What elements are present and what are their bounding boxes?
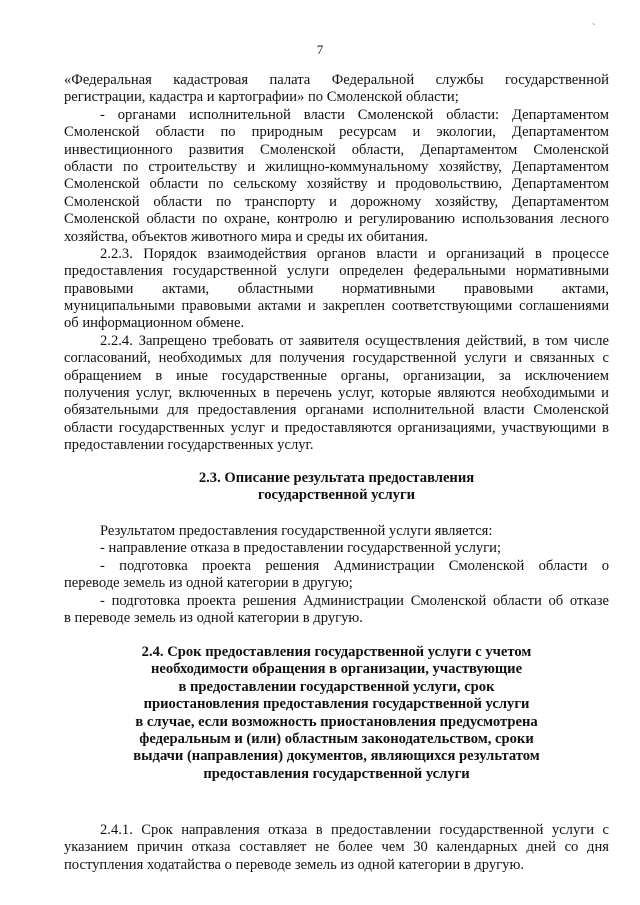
heading-line: предоставления государственной услуги	[203, 765, 470, 782]
paragraph-block-2	[64, 523, 609, 627]
text-line: инвестиционного развития Смоленской области, Департаментом Смоленской	[64, 141, 609, 158]
heading-line: приостановления предоставления государственной услуги	[143, 696, 530, 713]
corner-mark: `	[592, 23, 596, 34]
paragraph-block-3	[64, 822, 609, 874]
text-line: указанием причин отказа составляет не более чем 30 календарных дней со дня	[64, 839, 609, 856]
text-line: обязательными для предоставления органами исполнительной власти Смоленской	[64, 402, 609, 419]
section-heading-2-4	[64, 644, 609, 783]
heading-line: необходимости обращения в организации, участвующие	[150, 661, 523, 678]
heading-line: в случае, если возможность приостановления предусмотрена	[135, 713, 538, 730]
heading-line: в предоставлении государственной услуги, срок	[178, 678, 495, 695]
text-line: предоставлении государственных услуг.	[64, 437, 314, 454]
text-line: - подготовка проекта решения Администрации Смоленской области о	[100, 557, 609, 574]
text-line: предоставления государственной услуги определен федеральными нормативными	[64, 263, 609, 280]
text-line: переводе земель из одной категории в другую;	[64, 575, 353, 592]
text-line: - направление отказа в предоставлении государственной услуги;	[100, 540, 502, 557]
heading-line: 2.3. Описание результата предоставления	[198, 470, 475, 486]
text-line: обращением в иные государственные органы, организации, за исключением	[64, 367, 609, 384]
text-line: - органами исполнительной власти Смоленской области: Департаментом	[100, 106, 609, 123]
text-line: - подготовка проекта решения Администрации Смоленской области об отказе	[100, 592, 609, 609]
heading-line: государственной услуги	[257, 487, 416, 504]
text-line: Смоленской области по охране, контролю и регулированию использования лесного	[64, 211, 609, 228]
heading-line: 2.4. Срок предоставления государственной услуги с учетом	[141, 644, 532, 660]
text-line: об информационном обмене.	[64, 315, 245, 332]
text-line: регистрации, кадастра и картографии» по Смоленской области;	[64, 89, 459, 106]
heading-line: выдачи (направления) документов, являющихся результатом	[133, 748, 540, 765]
text-line: Смоленской области по природным ресурсам и экологии, Департаментом	[64, 124, 609, 141]
text-line: «Федеральная кадастровая палата Федеральной службы государственной	[64, 72, 609, 88]
text-line: области по строительству и жилищно-коммунальному хозяйству, Департаментом	[64, 158, 609, 175]
text-line: согласований, необходимых для получения государственной услуги и связанных с	[64, 350, 609, 367]
text-line: Смоленской области по транспорту и дорожному хозяйству, Департаментом	[64, 193, 609, 210]
paragraph-block-1	[64, 72, 609, 455]
text-line: хозяйства, объектов животного мира и среды их обитания.	[64, 228, 428, 245]
text-line: правовыми актами, областными нормативными правовыми актами,	[64, 280, 609, 297]
text-line: поступления ходатайства о переводе земель из одной категории в другую.	[64, 856, 525, 873]
text-line: области государственных услуг и предоставляются организациями, участвующими в	[64, 419, 609, 436]
text-line: в переводе земель из одной категории в другую.	[64, 609, 363, 626]
text-line: 2.2.4. Запрещено требовать от заявителя осуществления действий, в том числе	[100, 332, 609, 349]
text-line: муниципальными правовыми актами и закреплен соответствующими соглашениями	[64, 298, 609, 315]
text-line: Смоленской области по сельскому хозяйству и продовольствию, Департаментом	[64, 176, 609, 193]
text-line: 2.2.3. Порядок взаимодействия органов власти и организаций в процессе	[100, 245, 609, 262]
text-line: Результатом предоставления государственной услуги является:	[100, 523, 493, 539]
heading-line: федеральным и (или) областным законодательством, сроки	[139, 730, 534, 747]
text-line: получения услуг, включенных в перечень услуг, которые являются необходимыми и	[64, 385, 609, 402]
page-number: 7	[316, 42, 324, 57]
section-heading-2-3	[64, 470, 609, 505]
text-line: 2.4.1. Срок направления отказа в предоставлении государственной услуги с	[100, 822, 609, 838]
